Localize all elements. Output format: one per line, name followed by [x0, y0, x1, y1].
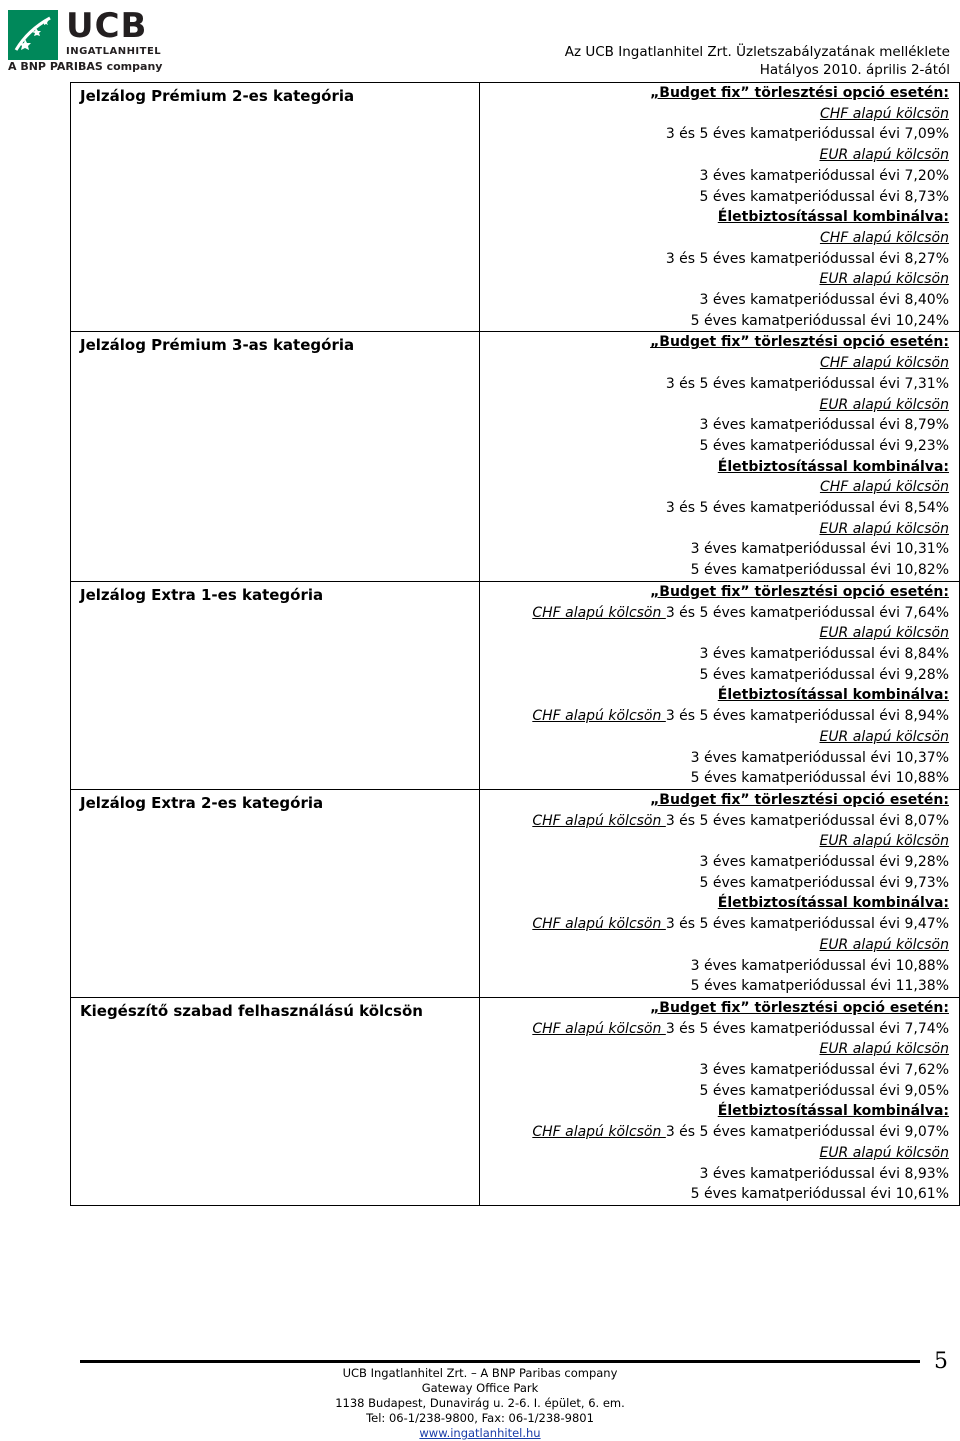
rate-line: [480, 539, 949, 560]
rate-line: [480, 873, 949, 894]
header-validity: Hatályos 2010. április 2-ától: [759, 62, 950, 78]
rate-line: [480, 1184, 949, 1205]
rate-cell: [480, 789, 960, 997]
currency-label: EUR alapú kölcsön: [819, 147, 949, 164]
currency-label: EUR alapú kölcsön: [819, 728, 949, 745]
currency-label: CHF alapú kölcsön: [532, 708, 666, 725]
rate-text: 3 és 5 éves kamatperiódussal évi 7,31%: [665, 375, 949, 392]
rate-line: [480, 1039, 949, 1060]
rate-text: 3 éves kamatperiódussal évi 10,88%: [690, 957, 949, 974]
rate-line: [480, 768, 949, 789]
rate-line: [480, 748, 949, 769]
rate-line: [480, 228, 949, 249]
currency-label: EUR alapú kölcsön: [819, 271, 949, 288]
table-row: [71, 581, 960, 789]
rate-text: 3 és 5 éves kamatperiódussal évi 7,74%: [665, 1020, 949, 1037]
footer: [0, 1366, 960, 1441]
rate-text: 3 éves kamatperiódussal évi 8,79%: [699, 417, 949, 434]
rate-text: 3 és 5 éves kamatperiódussal évi 7,09%: [665, 126, 949, 143]
rate-text: 5 éves kamatperiódussal évi 9,73%: [699, 874, 949, 891]
rate-line: [480, 1019, 949, 1040]
rate-line: [480, 415, 949, 436]
rate-line: [480, 665, 949, 686]
rate-line: [480, 124, 949, 145]
rate-line: [480, 706, 949, 727]
rate-text: 5 éves kamatperiódussal évi 8,73%: [699, 188, 949, 205]
rate-text: 3 éves kamatperiódussal évi 8,40%: [699, 292, 949, 309]
currency-label: CHF alapú kölcsön: [819, 479, 949, 496]
rate-line: [480, 1122, 949, 1143]
ucb-logo: [8, 8, 168, 72]
currency-label: CHF alapú kölcsön: [532, 916, 666, 933]
rate-line: [480, 560, 949, 581]
rate-text: 5 éves kamatperiódussal évi 10,88%: [690, 770, 949, 787]
rate-line: [480, 311, 949, 332]
option-heading: Életbiztosítással kombinálva:: [717, 687, 949, 704]
rate-line: [480, 603, 949, 624]
rate-line: [480, 145, 949, 166]
rate-line: [480, 852, 949, 873]
currency-label: CHF alapú kölcsön: [819, 105, 949, 122]
rate-line: [480, 166, 949, 187]
category-cell: Jelzálog Prémium 3-as kategória: [71, 332, 480, 581]
rate-text: 5 éves kamatperiódussal évi 9,05%: [699, 1082, 949, 1099]
currency-label: EUR alapú kölcsön: [819, 396, 949, 413]
currency-label: CHF alapú kölcsön: [532, 604, 666, 621]
footer-website-link[interactable]: www.ingatlanhitel.hu: [419, 1426, 541, 1440]
logo-company: A BNP PARIBAS company: [8, 60, 163, 73]
category-cell: Jelzálog Extra 1-es kategória: [71, 581, 480, 789]
rate-line: [480, 104, 949, 125]
table-row: [71, 997, 960, 1205]
option-heading: „Budget fix” törlesztési opció esetén:: [650, 791, 949, 808]
option-heading: „Budget fix” törlesztési opció esetén:: [650, 85, 949, 101]
rates-table: [70, 82, 960, 1206]
currency-label: CHF alapú kölcsön: [532, 1020, 666, 1037]
option-heading: Életbiztosítással kombinálva:: [717, 458, 949, 475]
footer-company: UCB Ingatlanhitel Zrt. – A BNP Paribas company: [342, 1366, 618, 1380]
rate-text: 3 éves kamatperiódussal évi 10,37%: [690, 749, 949, 766]
rate-text: 3 és 5 éves kamatperiódussal évi 8,94%: [665, 708, 949, 725]
option-heading: „Budget fix” törlesztési opció esetén:: [650, 999, 949, 1016]
table-row: [71, 789, 960, 997]
rate-line: [480, 727, 949, 748]
rate-cell: [480, 581, 960, 789]
rate-text: 5 éves kamatperiódussal évi 10,61%: [690, 1186, 949, 1203]
rate-text: 5 éves kamatperiódussal évi 10,24%: [690, 312, 949, 329]
footer-divider: [80, 1360, 920, 1363]
rate-line: [480, 290, 949, 311]
rate-line: [480, 1143, 949, 1164]
footer-phone: Tel: 06-1/238-9800, Fax: 06-1/238-9801: [366, 1411, 594, 1425]
rate-cell: [480, 83, 960, 332]
currency-label: CHF alapú kölcsön: [532, 812, 666, 829]
option-heading: „Budget fix” törlesztési opció esetén:: [650, 583, 949, 600]
rate-text: 3 és 5 éves kamatperiódussal évi 8,27%: [665, 250, 949, 267]
currency-label: EUR alapú kölcsön: [819, 1144, 949, 1161]
rate-text: 3 éves kamatperiódussal évi 8,93%: [699, 1165, 949, 1182]
currency-label: CHF alapú kölcsön: [819, 229, 949, 246]
logo-subtitle: INGATLANHITEL: [66, 46, 162, 57]
rate-text: 3 és 5 éves kamatperiódussal évi 9,07%: [665, 1124, 949, 1141]
rate-text: 3 éves kamatperiódussal évi 10,31%: [690, 541, 949, 558]
header-title: Az UCB Ingatlanhitel Zrt. Üzletszabályzatának melléklete: [564, 44, 950, 60]
rate-line: [480, 436, 949, 457]
rate-text: 3 éves kamatperiódussal évi 9,28%: [699, 854, 949, 871]
rate-text: 3 éves kamatperiódussal évi 8,84%: [699, 645, 949, 662]
rate-text: 3 és 5 éves kamatperiódussal évi 8,07%: [665, 812, 949, 829]
rate-text: 5 éves kamatperiódussal évi 11,38%: [690, 978, 949, 995]
rate-line: [480, 956, 949, 977]
rate-line: [480, 269, 949, 290]
currency-label: CHF alapú kölcsön: [819, 355, 949, 372]
category-cell: Jelzálog Extra 2-es kategória: [71, 789, 480, 997]
currency-label: EUR alapú kölcsön: [819, 1041, 949, 1058]
currency-label: EUR alapú kölcsön: [819, 625, 949, 642]
rate-text: 3 és 5 éves kamatperiódussal évi 7,64%: [665, 604, 949, 621]
rate-text: 3 éves kamatperiódussal évi 7,62%: [699, 1062, 949, 1079]
rate-text: 5 éves kamatperiódussal évi 9,28%: [699, 666, 949, 683]
rate-text: 3 és 5 éves kamatperiódussal évi 8,54%: [665, 500, 949, 517]
rate-line: [480, 914, 949, 935]
currency-label: EUR alapú kölcsön: [819, 936, 949, 953]
rate-cell: [480, 997, 960, 1205]
table-row: [71, 83, 960, 332]
rate-line: [480, 374, 949, 395]
rate-line: [480, 623, 949, 644]
rate-text: 3 és 5 éves kamatperiódussal évi 9,47%: [665, 916, 949, 933]
currency-label: EUR alapú kölcsön: [819, 520, 949, 537]
currency-label: EUR alapú kölcsön: [819, 833, 949, 850]
rate-line: [480, 395, 949, 416]
rate-line: [480, 519, 949, 540]
option-heading: Életbiztosítással kombinálva:: [717, 895, 949, 912]
rate-line: [480, 477, 949, 498]
page-number: 5: [934, 1349, 948, 1374]
rate-text: 5 éves kamatperiódussal évi 9,23%: [699, 437, 949, 454]
option-heading: Életbiztosítással kombinálva:: [717, 1103, 949, 1120]
rate-line: [480, 1081, 949, 1102]
category-cell: Kiegészítő szabad felhasználású kölcsön: [71, 997, 480, 1205]
footer-address: 1138 Budapest, Dunavirág u. 2-6. I. épület, 6. em.: [335, 1396, 625, 1410]
rate-line: [480, 498, 949, 519]
rate-line: [480, 831, 949, 852]
rate-line: [480, 249, 949, 270]
rate-line: [480, 187, 949, 208]
rate-line: [480, 644, 949, 665]
rate-line: [480, 811, 949, 832]
option-heading: Életbiztosítással kombinálva:: [717, 209, 949, 226]
category-cell: Jelzálog Prémium 2-es kategória: [71, 83, 480, 332]
rate-line: [480, 353, 949, 374]
rates-body: [71, 83, 960, 1206]
footer-office: Gateway Office Park: [421, 1381, 539, 1395]
rate-line: [480, 1060, 949, 1081]
rate-line: [480, 1164, 949, 1185]
option-heading: „Budget fix” törlesztési opció esetén:: [650, 334, 949, 351]
currency-label: CHF alapú kölcsön: [532, 1124, 666, 1141]
rate-line: [480, 935, 949, 956]
bnp-stars-icon: [8, 10, 58, 60]
rate-line: [480, 976, 949, 997]
rate-text: 5 éves kamatperiódussal évi 10,82%: [690, 562, 949, 579]
rate-cell: [480, 332, 960, 581]
table-row: [71, 332, 960, 581]
logo-name: UCB: [66, 6, 148, 46]
rate-text: 3 éves kamatperiódussal évi 7,20%: [699, 167, 949, 184]
